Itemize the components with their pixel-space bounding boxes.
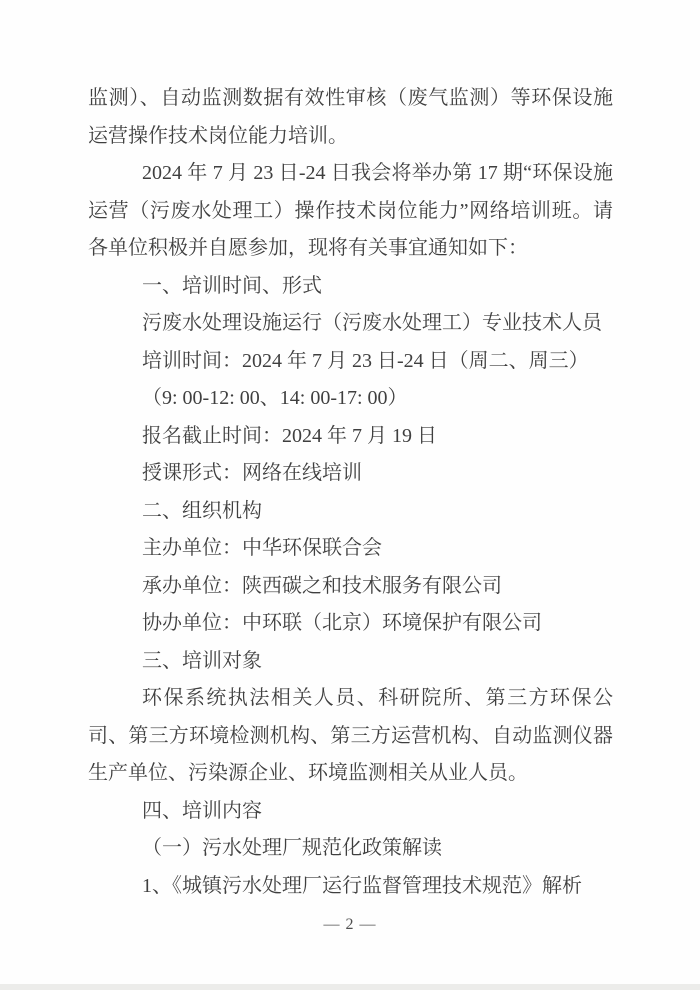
- paragraph: 环保系统执法相关人员、科研院所、第三方环保公司、第三方环境检测机构、第三方运营机构、自动监测仪器生产单位、污染源企业、环境监测相关从业人员。: [88, 687, 613, 784]
- section-heading: 三、培训对象: [142, 649, 262, 672]
- section-heading: 四、培训内容: [142, 799, 262, 822]
- document-body: [88, 80, 613, 905]
- paragraph: 污废水处理设施运行（污废水处理工）专业技术人员: [142, 312, 602, 334]
- paragraph: 2024 年 7 月 23 日-24 日我会将举办第 17 期“环保设施运营（污废水处理工）操作技术岗位能力”网络培训班。请各单位积极并自愿参加，现将有关事宜通知如下：: [88, 162, 613, 259]
- subsection-heading: （一）污水处理厂规范化政策解读: [142, 837, 442, 859]
- paragraph: 主办单位：中华环保联合会: [142, 537, 382, 559]
- paragraph: 协办单位：中环联（北京）环境保护有限公司: [142, 612, 542, 634]
- paragraph: 1、《城镇污水处理厂运行监督管理技术规范》解析: [142, 874, 582, 897]
- section-heading: 一、培训时间、形式: [142, 274, 322, 297]
- paragraph: 报名截止时间：2024 年 7 月 19 日: [142, 424, 437, 447]
- paragraph: 监测）、自动监测数据有效性审核（废气监测）等环保设施运营操作技术岗位能力培训。: [88, 87, 613, 147]
- paragraph: 授课形式：网络在线培训: [142, 462, 362, 484]
- paragraph: （9: 00-12: 00、14: 00-17: 00）: [142, 387, 408, 409]
- section-heading: 二、组织机构: [142, 499, 262, 522]
- page-number: — 2 —: [323, 916, 377, 933]
- paragraph: 承办单位：陕西碳之和技术服务有限公司: [142, 574, 502, 597]
- paragraph: 培训时间：2024 年 7 月 23 日-24 日（周二、周三）: [142, 349, 589, 372]
- scan-edge-artifact: [0, 984, 700, 990]
